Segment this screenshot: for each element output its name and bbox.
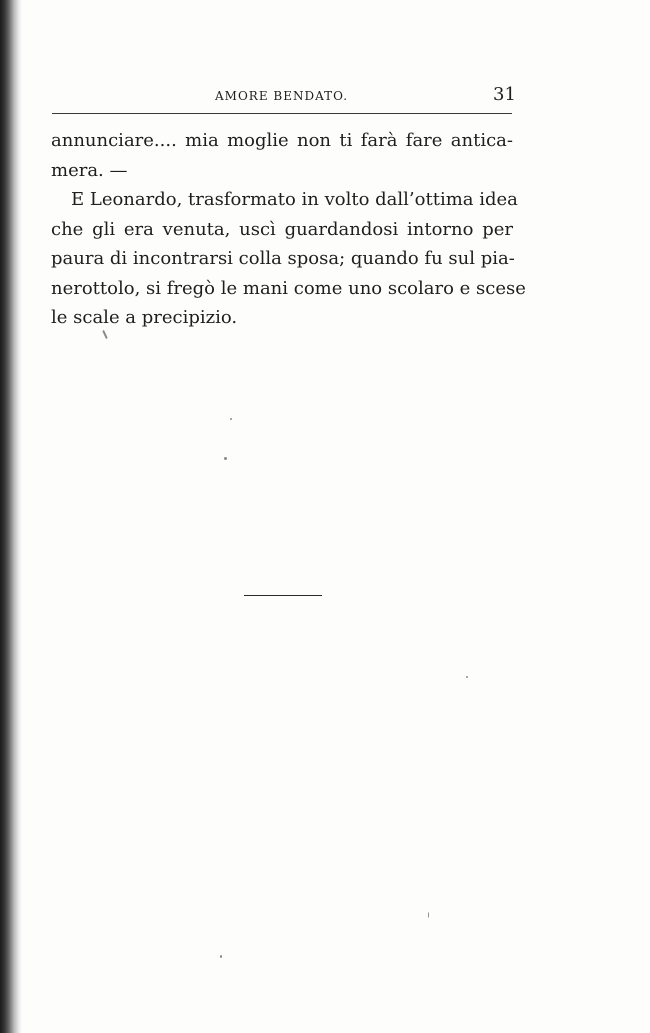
text-line: E Leonardo, trasformato in volto dall’ottima idea: [71, 189, 518, 210]
paper-speck: [466, 676, 468, 678]
paper-speck: [220, 955, 222, 958]
paper-speck: [230, 418, 232, 420]
text-line: che gli era venuta, uscì guardandosi intorno per: [51, 218, 513, 240]
page-number: 31: [493, 84, 516, 105]
paper-speck: [224, 457, 227, 460]
page-binding-edge: [0, 0, 22, 1033]
running-title: AMORE BENDATO.: [215, 89, 349, 103]
header-rule: [52, 113, 512, 114]
text-line: nerottolo, si fregò le mani come uno scolaro e scese: [51, 277, 526, 299]
text-line: mera. —: [51, 159, 128, 181]
section-end-rule: [244, 595, 322, 596]
paper-speck: [428, 912, 429, 918]
body-text: [51, 126, 526, 333]
text-line: le scale a precipizio.: [51, 307, 238, 328]
text-line: annunciare.... mia moglie non ti farà fare antica-: [51, 130, 513, 151]
text-line: paura di incontrarsi colla sposa; quando fu sul pia-: [51, 248, 515, 269]
